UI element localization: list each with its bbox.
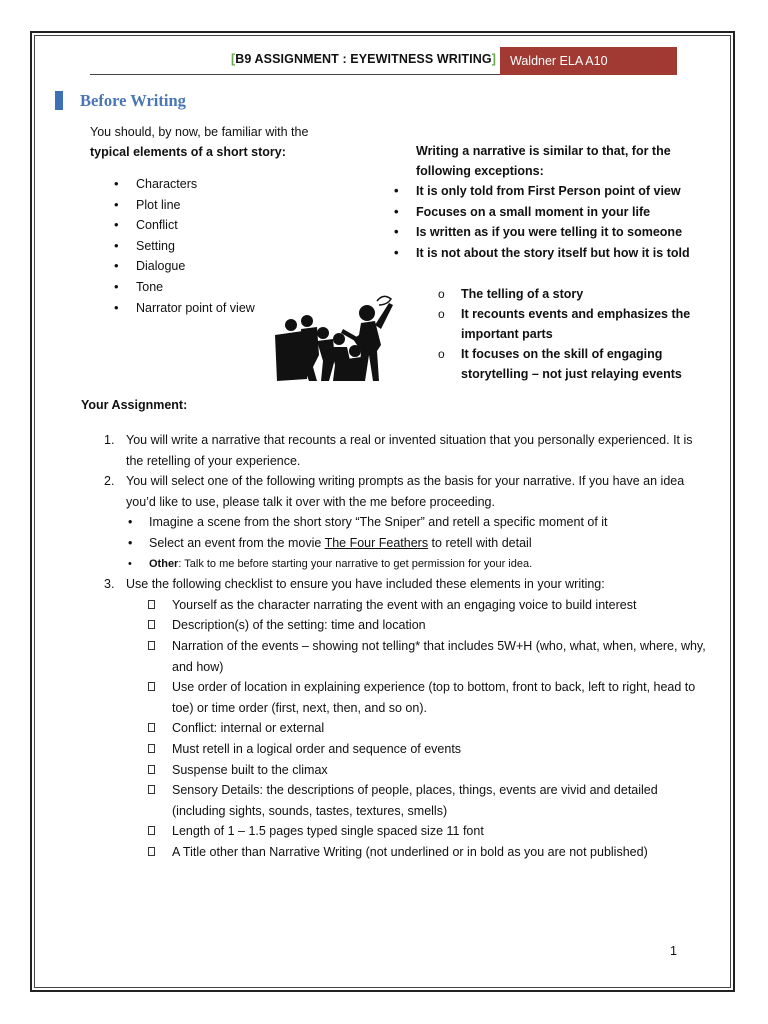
list-item: • Characters: [136, 174, 255, 195]
prompt-text: to retell with detail: [428, 535, 532, 550]
list-item: o The telling of a story: [461, 284, 696, 304]
bracket-open: [: [231, 52, 236, 66]
prompt-text: Select an event from the movie: [149, 535, 325, 550]
checkbox[interactable]: [148, 785, 155, 794]
checklist-item: [172, 615, 706, 636]
section-marker: [55, 91, 63, 110]
assignment-list: [104, 430, 706, 862]
checklist-item: [172, 718, 706, 739]
list-item: • Plot line: [136, 195, 255, 216]
checklist-text: Conflict: internal or external: [172, 721, 325, 736]
prompt-item: [149, 533, 706, 554]
checklist-text: Description(s) of the setting: time and location: [172, 618, 426, 633]
list-item: o It focuses on the skill of engaging storytelling – not just relaying events: [461, 344, 696, 384]
list-item: o It recounts events and emphasizes the important parts: [461, 304, 696, 344]
assignment-label: Your Assignment:: [81, 398, 188, 412]
list-item: • Setting: [136, 236, 255, 257]
checklist-text: Sensory Details: the descriptions of people, places, things, events are vivid and detailed (including sights, sounds, tastes, textures, smells): [172, 783, 658, 818]
item-number: 2.: [104, 474, 115, 489]
checkbox[interactable]: [148, 826, 155, 835]
checklist-item: [172, 760, 706, 781]
checklist-text: A Title other than Narrative Writing (not underlined or in bold as you are not published): [172, 844, 648, 859]
intro-text: [90, 122, 340, 162]
checkbox[interactable]: [148, 620, 155, 629]
checklist-item: [172, 780, 706, 821]
bracket-close: ]: [491, 52, 496, 66]
checkbox[interactable]: [148, 723, 155, 732]
assignment-title: [231, 52, 496, 66]
checklist-item: [172, 842, 706, 863]
list-item: • Tone: [136, 277, 255, 298]
section-title: Before Writing: [80, 91, 186, 110]
assignment-title-text: B9 ASSIGNMENT : EYEWITNESS WRITING: [235, 52, 492, 66]
checkbox[interactable]: [148, 847, 155, 856]
checklist-text: Length of 1 – 1.5 pages typed single spaced size 11 font: [172, 824, 484, 839]
page-number: 1: [670, 944, 677, 958]
checklist-text: Narration of the events – showing not telling* that includes 5W+H (who, what, when, where, why, and how): [172, 638, 706, 674]
storyteller-illustration: [273, 295, 395, 385]
intro-line-2: typical elements of a short story:: [90, 145, 286, 159]
list-item: • Is written as if you were telling it to someone: [416, 222, 696, 243]
checklist-text: Suspense built to the climax: [172, 762, 328, 777]
movie-title: The Four Feathers: [324, 535, 429, 550]
checklist-item: [172, 677, 706, 718]
list-item: • Narrator point of view: [136, 298, 255, 319]
checkbox[interactable]: [148, 641, 155, 650]
checklist: [126, 595, 706, 863]
list-item: • Conflict: [136, 215, 255, 236]
checklist-text: Yourself as the character narrating the event with an engaging voice to build interest: [172, 597, 637, 612]
prompt-item: • Imagine a scene from the short story “The Sniper” and retell a specific moment of it: [149, 512, 706, 533]
prompt-item: [149, 554, 706, 575]
story-elements-list: [136, 174, 255, 318]
intro-line-1: You should, by now, be familiar with the: [90, 125, 309, 139]
exceptions-list: [416, 181, 696, 284]
list-item: • Dialogue: [136, 256, 255, 277]
list-item: • Focuses on a small moment in your life: [416, 202, 696, 223]
item-number: 3.: [104, 577, 115, 592]
assignment-item-1: [104, 430, 706, 471]
header-rule: [90, 74, 500, 75]
checklist-text: Use order of location in explaining experience (top to bottom, front to back, left to right, head to toe) or time order (first, next, then, and so on).: [172, 680, 696, 715]
checklist-item: [172, 636, 706, 677]
checklist-item: [172, 821, 706, 842]
item-text: You will write a narrative that recounts a real or invented situation that you personally experienced. It is the retelling of your experience.: [126, 433, 693, 468]
checkbox[interactable]: [148, 744, 155, 753]
exceptions-intro: Writing a narrative is similar to that, for the following exceptions:: [416, 144, 671, 178]
checkbox[interactable]: [148, 600, 155, 609]
checkbox[interactable]: [148, 682, 155, 691]
exceptions-sub-list: [461, 284, 696, 384]
list-item: • It is only told from First Person point of view: [416, 181, 696, 202]
checkbox[interactable]: [148, 765, 155, 774]
prompt-list: [126, 512, 706, 574]
assignment-item-2: [104, 471, 706, 574]
item-text: You will select one of the following writing prompts as the basis for your narrative. If you have an idea you’d like to use, please talk it over with the me before proceeding.: [126, 474, 685, 509]
prompt-text: : Talk to me before starting your narrative to get permission for your idea.: [178, 557, 533, 570]
checklist-item: [172, 595, 706, 616]
item-text: Use the following checklist to ensure you have included these elements in your writing:: [126, 577, 605, 592]
assignment-item-3: [104, 574, 706, 862]
item-number: 1.: [104, 433, 115, 447]
class-tag: Waldner ELA A10: [500, 47, 677, 75]
checklist-item: [172, 739, 706, 760]
checklist-text: Must retell in a logical order and sequence of events: [172, 741, 462, 756]
list-item: • It is not about the story itself but how it is told: [416, 243, 696, 284]
prompt-label: Other: [149, 557, 179, 570]
